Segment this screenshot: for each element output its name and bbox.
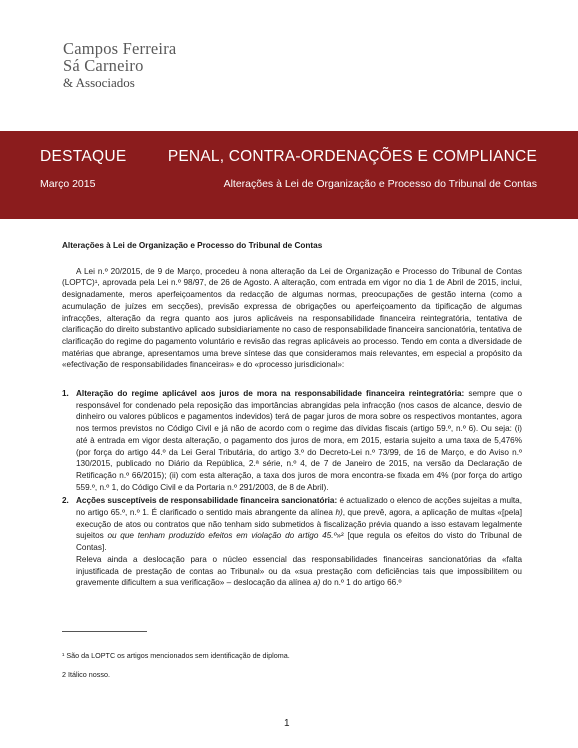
banner-subtitle: Alterações à Lei de Organização e Processo do Tribunal de Contas — [223, 178, 537, 190]
item-text: sempre que o responsável for condenado pela reposição das importâncias abrangidas pela infracção (nos casos de alcance, desvio de dinheiro ou valores públicos e pagamentos indevidos) terá de pagar juros de mora sobre os respectivos montantes, agora nos termos previstos no Código Civil e já não de acordo com o regime das dívidas fiscais (artigo 59.º, n.º 6). Ou seja: (i) até à entrada em vigor desta alteração, o pagamento dos juros de mora, em 2015, estaria sujeito a uma taxa de 5,476% (por força do artigo 44.º da Lei Geral Tributária, do artigo 3.º do Decreto-Lei n.º 73/99, de 16 de Março, e do Aviso n.º 130/2015, publicado no Diário da República, 2.ª série, n.º 4, de 7 de Janeiro de 2015, na versão da Declaração de Retificação n.º 66/2015); (ii) com esta alteração, a taxa dos juros de mora encontra-se fixada em 4% (por força do artigo 559.º, n.º 1, do Código Civil e da Portaria n.º 291/2003, de 8 de Abril). — [76, 389, 522, 492]
banner-title: PENAL, CONTRA-ORDENAÇÕES E COMPLIANCE — [167, 148, 537, 165]
logo-line-2: Sá Carneiro — [63, 56, 144, 75]
list-item — [62, 388, 522, 493]
item-lead: Acções susceptíveis de responsabilidade financeira sancionatória: — [76, 496, 338, 506]
item-text: »² [que regula os efeitos do visto do Tribunal de Contas]. — [76, 531, 522, 553]
logo-line-3: & Associados — [63, 75, 135, 90]
footnote-1: ¹ São da LOPTC os artigos mencionados sem identificação de diploma. — [62, 651, 290, 660]
item-lead: Alteração do regime aplicável aos juros de mora na responsabilidade financeira reintegratória: — [76, 389, 465, 399]
numbered-list — [62, 388, 522, 589]
firm-logo — [63, 40, 176, 91]
logo-line-1: Campos Ferreira — [63, 39, 177, 58]
item-continuation — [76, 554, 522, 589]
item-text-italic: ou que tenham produzido efeitos em violação do artigo 45.º — [107, 531, 337, 541]
item-text: é actualizado o elenco de acções sujeitas a multa, no artigo 65.º, n.º 1. É clarificado o sentido mais abrangente da alínea — [76, 496, 522, 518]
banner-date: Março 2015 — [40, 178, 96, 190]
continuation-italic: a) — [313, 578, 321, 588]
item-text-italic: h) — [335, 508, 343, 518]
continuation-text: do n.º 1 do artigo 66.º — [320, 578, 402, 588]
list-item — [62, 495, 522, 589]
section-heading: Alterações à Lei de Organização e Processo do Tribunal de Contas — [62, 241, 323, 250]
item-text: , que prevê, agora, a aplicação de multas «[pela] execução de atos ou contratos que não tenham sido submetidos à fiscalização prévia quando a isso estavam legalmente sujeitos — [76, 508, 522, 541]
document-body — [62, 240, 522, 591]
continuation-text: Releva ainda a deslocação para o núcleo essencial das responsabilidades financeiras sancionatórias da «falta injustificada de prestação de contas ao Tribunal» ou da «sua prestação com deficiências tais que impossibilitem ou gravemente dificultem a sua verificação» – deslocação da alínea — [76, 554, 522, 588]
page-number: 1 — [284, 718, 290, 729]
intro-paragraph: A Lei n.º 20/2015, de 9 de Março, procedeu à nona alteração da Lei de Organização e Processo do Tribunal de Contas (LOPTC)¹, aprovada pela Lei n.º 98/97, de 26 de Agosto. A alteração, com entrada em vigor no dia 1 de Abril de 2015, inclui, designadamente, meros aperfeiçoamentos da redacção de algumas normas, preocupações de gestão interna (como a acumulação de juízes em secções), previsão expressa de obrigações ou aperfeiçoamento da tipificação de algumas infracções, alteração da regra quanto aos juros aplicáveis na responsabilidade financeira reintegratória, tentativa de clarificação do direito substantivo aplicado subsidiariamente no caso de responsabilidade financeira sancionatória, tentativa de clarificação do regime do pagamento voluntário e revisão das regras aplicáveis ao processo. Tendo em conta a diversidade de matérias que abrange, apresentamos uma breve síntese das que consideramos mais relevantes, em especial a propósito da «efectivação de responsabilidades financeiras» e do «processo jurisdicional»: — [62, 266, 522, 370]
banner-label: DESTAQUE — [40, 148, 127, 165]
item-number: 1. — [62, 389, 69, 399]
header-banner — [0, 131, 578, 219]
item-number: 2. — [62, 496, 69, 506]
footnote-divider — [62, 631, 147, 632]
footnote-2: 2 Itálico nosso. — [62, 670, 110, 679]
